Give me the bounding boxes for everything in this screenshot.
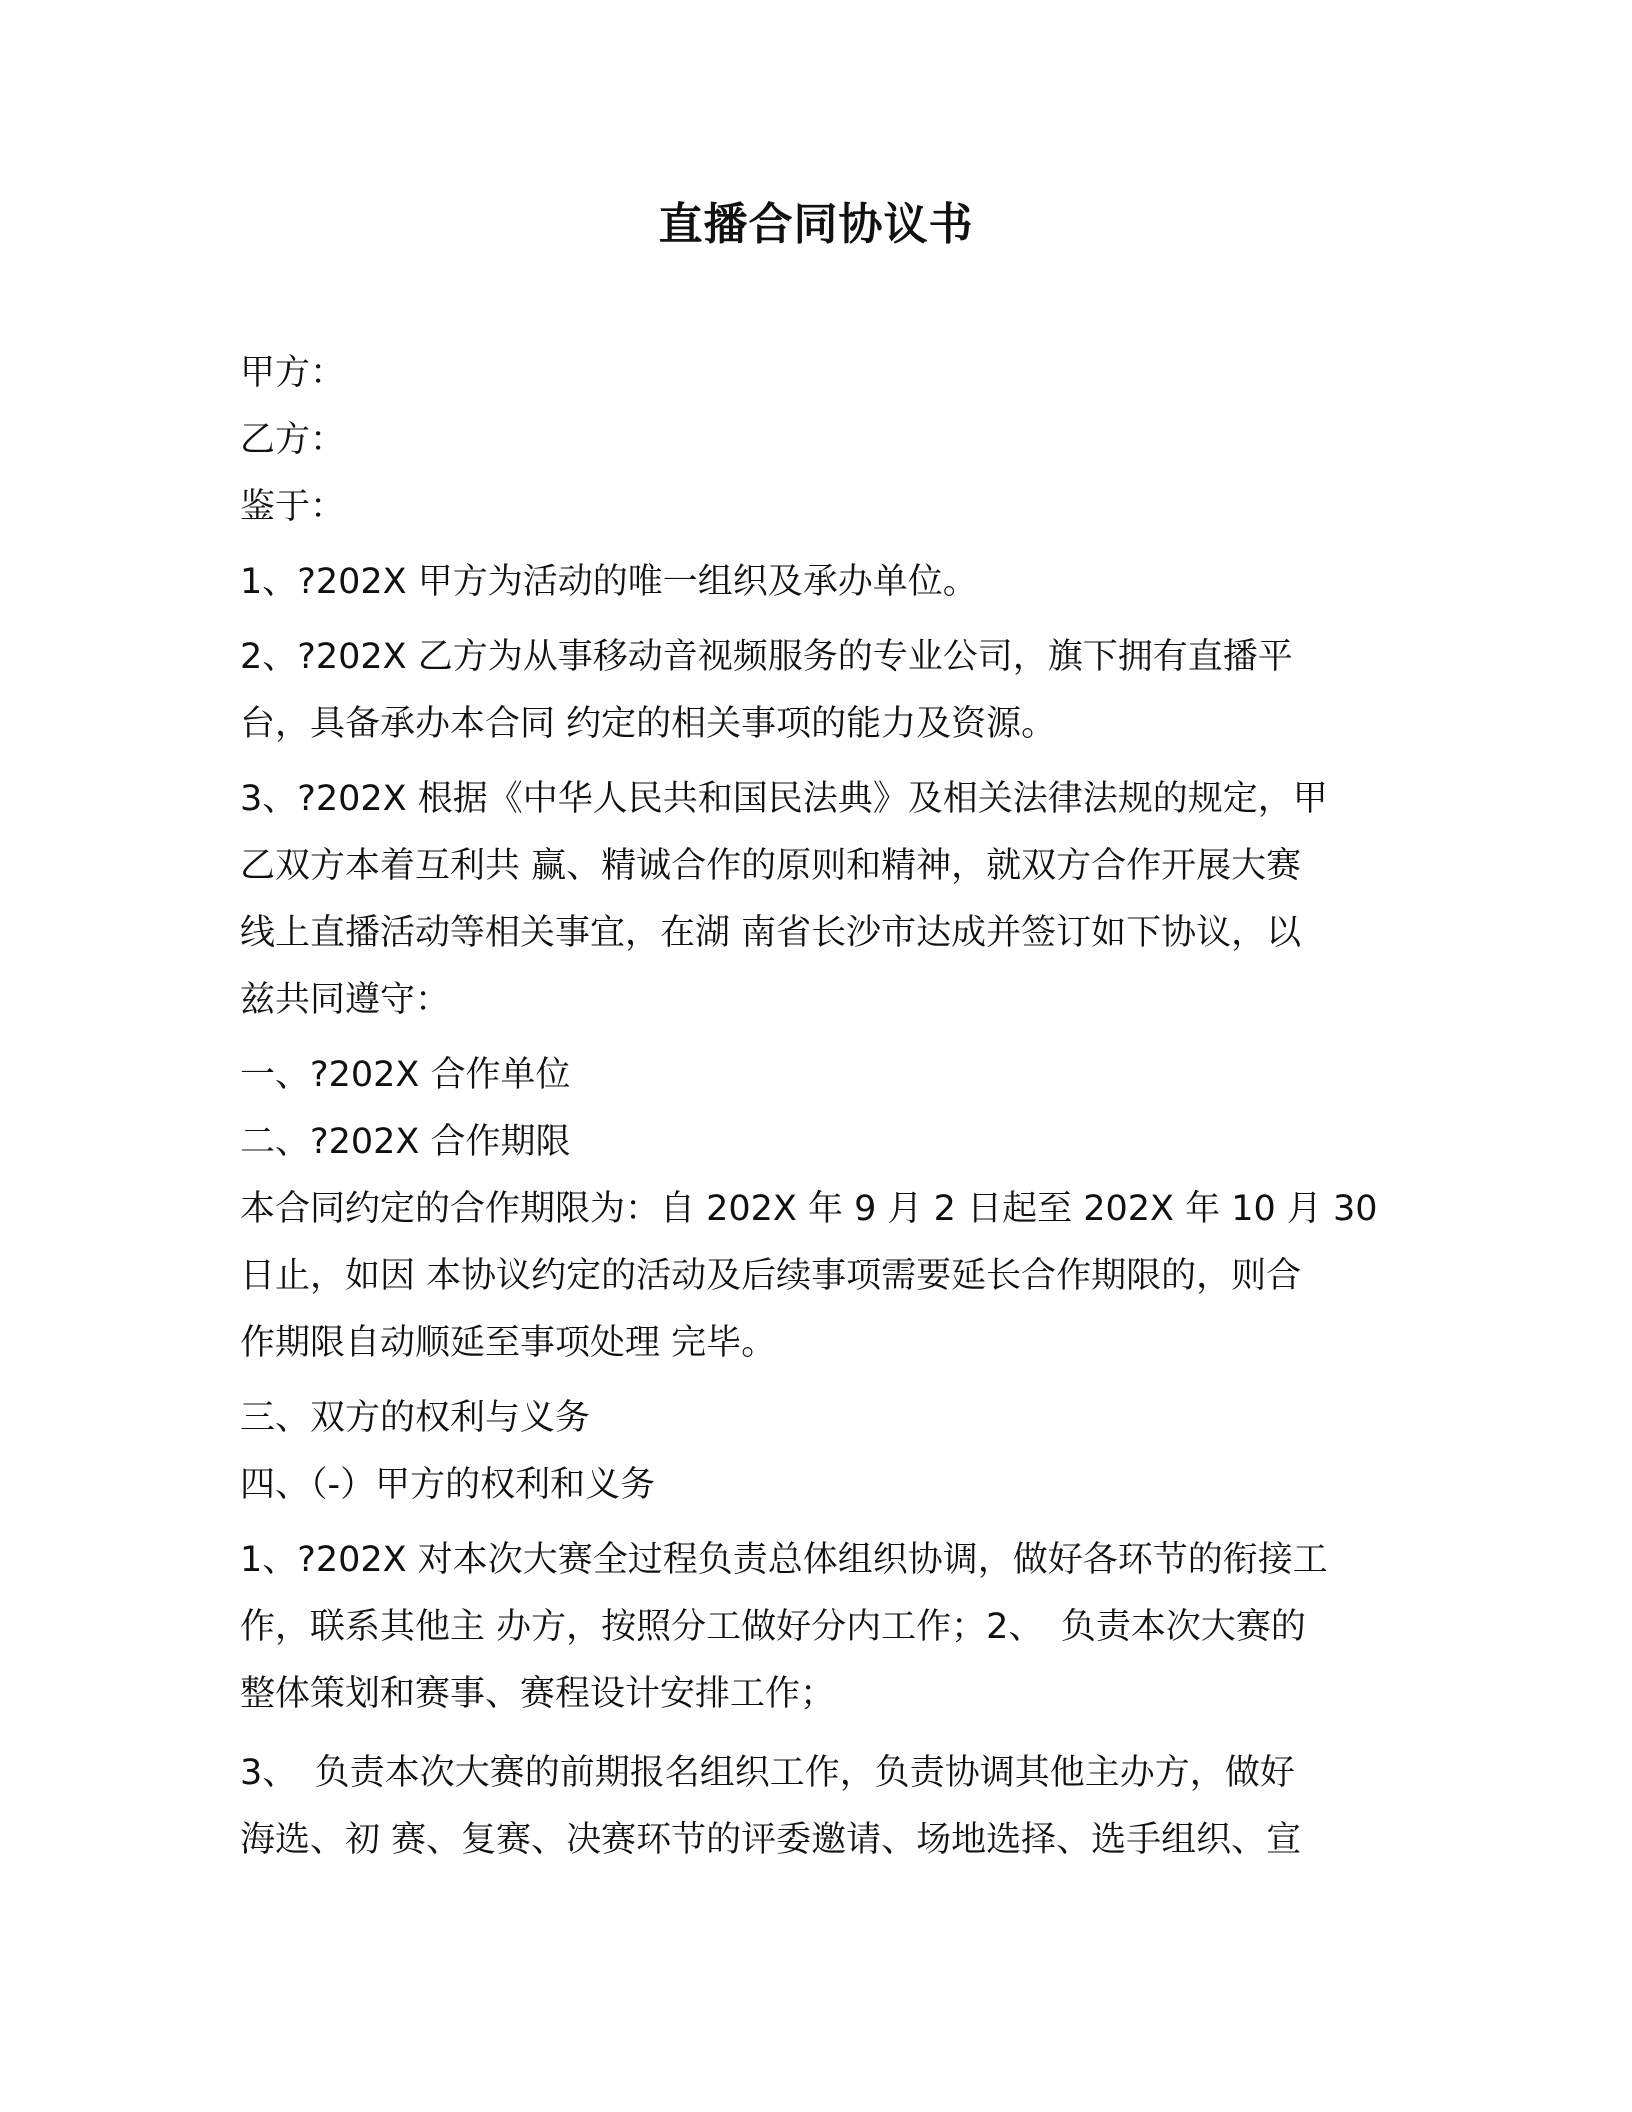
party-a-line: 甲方： [240,353,346,393]
section-4-heading: 四、（-）甲方的权利和义务 [240,1465,656,1505]
clause-2-line-2: 台，具备承办本合同 约定的相关事项的能力及资源。 [240,704,1057,744]
clause-3-line-1: 3、?202X 根据《中华人民共和国民法典》及相关法律法规的规定，甲 [240,779,1328,819]
duty-3-line-1: 3、 负责本次大赛的前期报名组织工作，负责协调其他主办方，做好 [240,1753,1295,1793]
section-3-heading: 三、双方的权利与义务 [240,1398,591,1438]
party-b-line: 乙方： [240,420,346,460]
duty-1-line-3: 整体策划和赛事、赛程设计安排工作； [240,1674,836,1714]
clause-3-line-4: 兹共同遵守： [240,980,451,1020]
clause-3-line-3: 线上直播活动等相关事宜，在湖 南省长沙市达成并签订如下协议，以 [240,913,1302,953]
section-2-heading: 二、?202X 合作期限 [240,1122,571,1162]
document-title: 直播合同协议书 [658,199,974,250]
duty-1-line-2: 作，联系其他主 办方，按照分工做好分内工作；2、 负责本次大赛的 [240,1607,1306,1647]
clause-3-line-2: 乙双方本着互利共 赢、精诚合作的原则和精神，就双方合作开展大赛 [240,846,1302,886]
clause-2-line-1: 2、?202X 乙方为从事移动音视频服务的专业公司，旗下拥有直播平 [240,637,1293,677]
duty-3-line-2: 海选、初 赛、复赛、决赛环节的评委邀请、场地选择、选手组织、宣 [240,1820,1302,1860]
section-1-heading: 一、?202X 合作单位 [240,1055,571,1095]
duty-1-line-1: 1、?202X 对本次大赛全过程负责总体组织协调，做好各环节的衔接工 [240,1540,1328,1580]
clause-1-line: 1、?202X 甲方为活动的唯一组织及承办单位。 [240,562,978,602]
whereas-line: 鉴于： [240,487,346,527]
term-line-2: 日止，如因 本协议约定的活动及后续事项需要延长合作期限的，则合 [240,1256,1302,1296]
document-body [240,340,1390,1874]
term-line-3: 作期限自动顺延至事项处理 完毕。 [240,1323,777,1363]
term-line-1: 本合同约定的合作期限为：自 202X 年 9 月 2 日起至 202X 年 10 月 30 [240,1189,1378,1229]
